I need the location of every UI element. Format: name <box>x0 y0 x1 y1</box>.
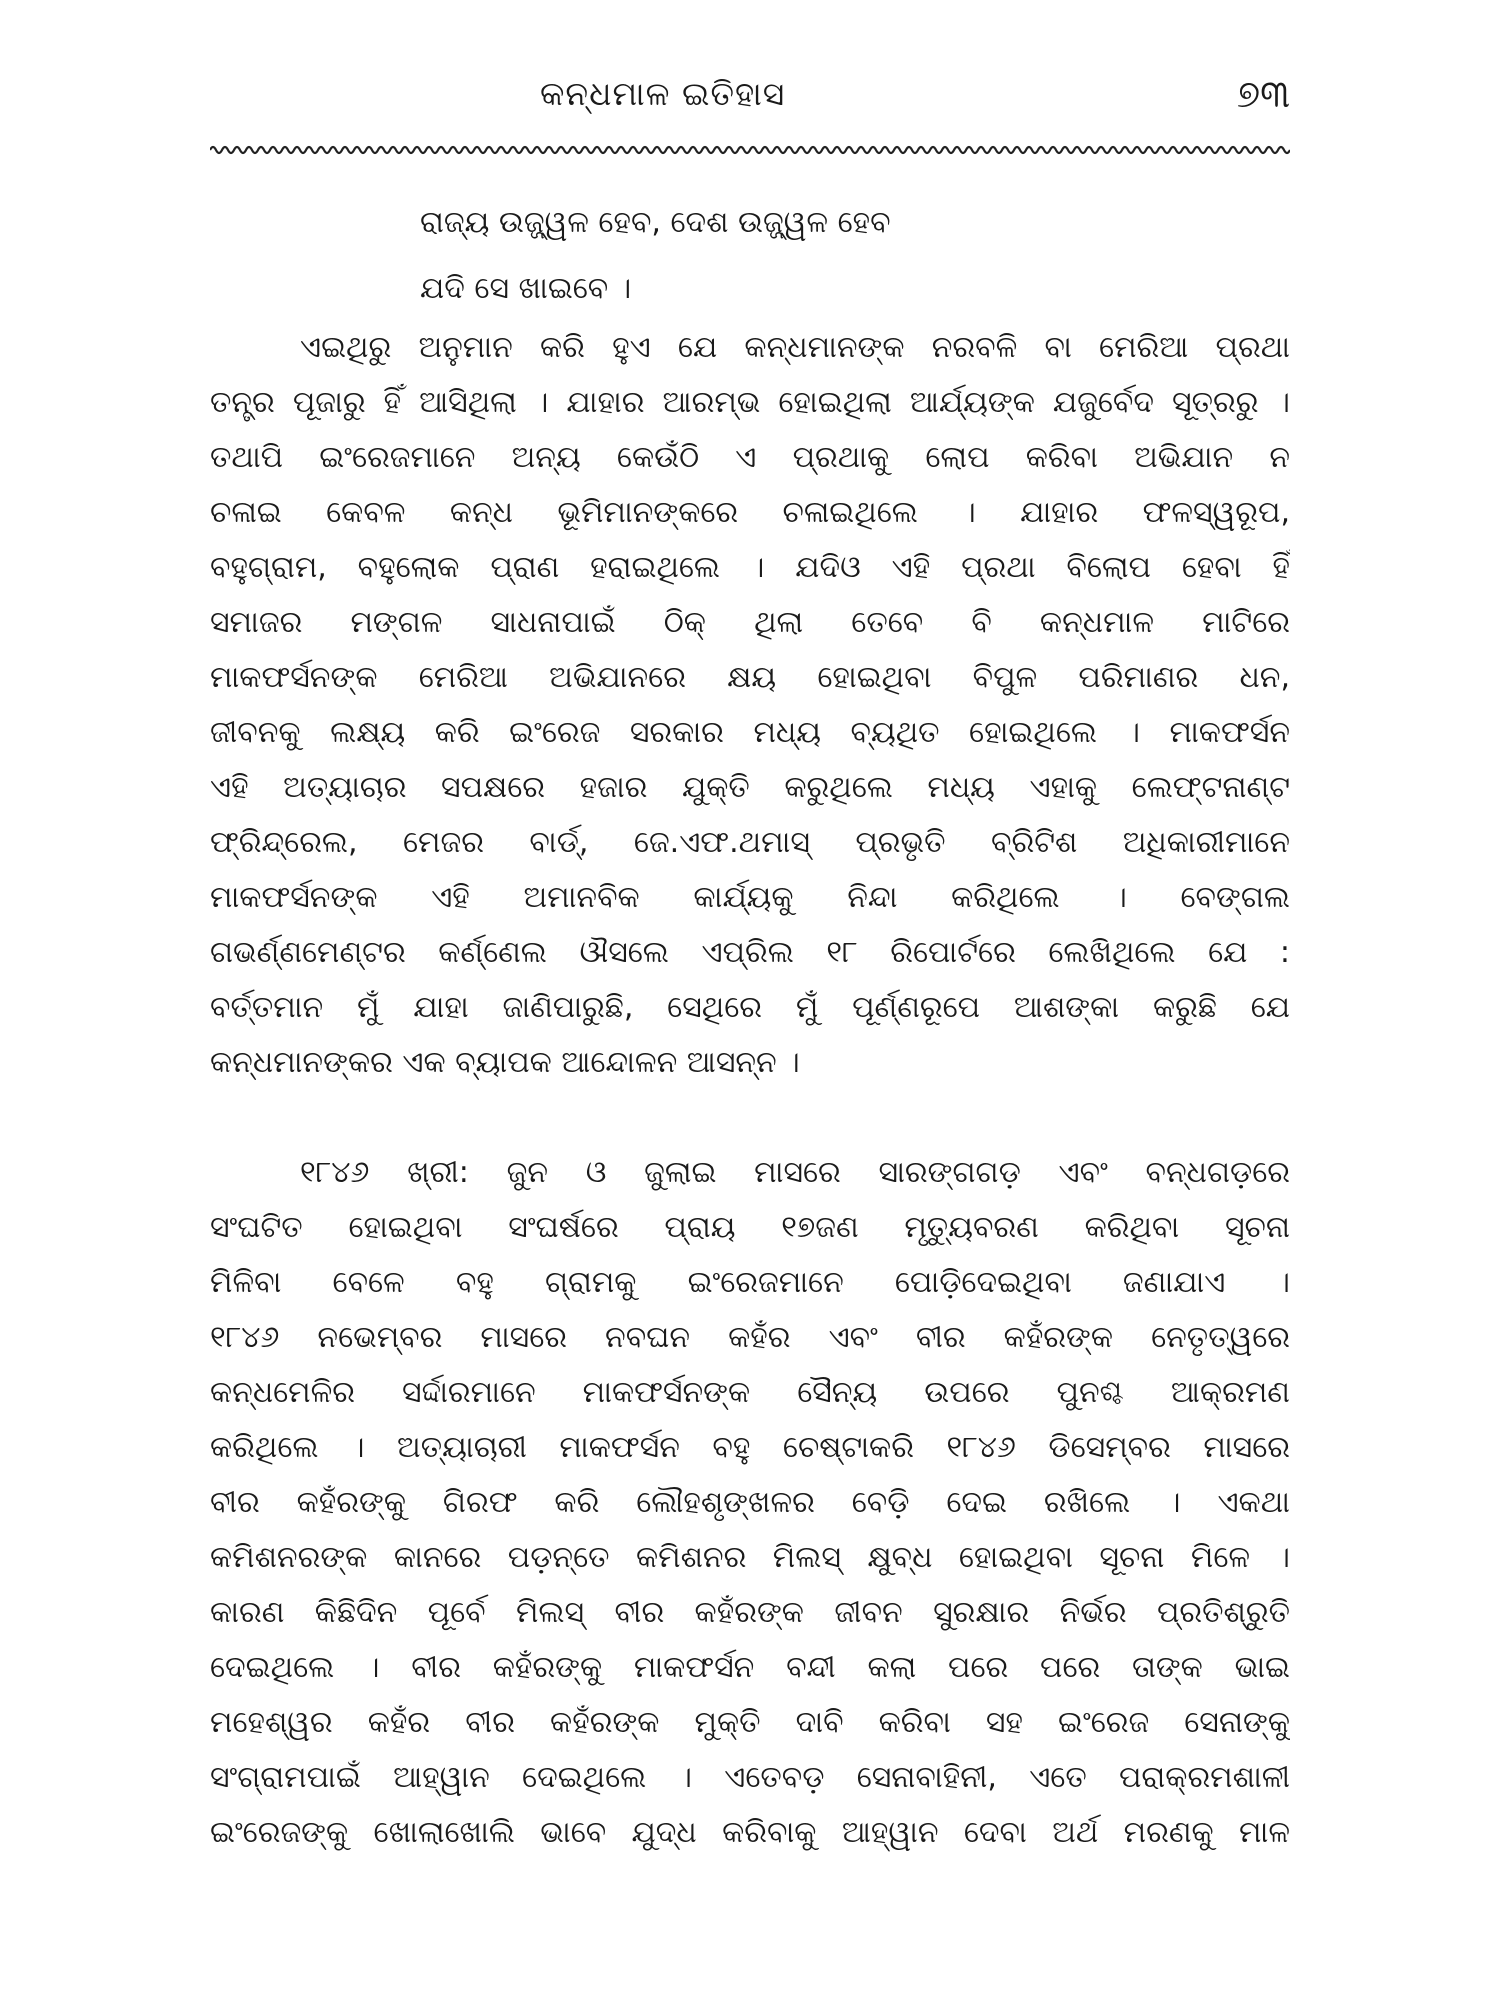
text-line: ଫ୍ରିନ୍ଦ୍ରେଲ, ମେଜର ବାର୍ଡ୍, ଜେ.ଏଫ.ଥମାସ୍ ପ୍ରଭୃତି ବ୍ରିଟିଶ ଅଧିକାରୀମାନେ <box>210 825 1290 860</box>
paragraph-1 <box>210 320 1290 1090</box>
text-line: ସଂଘଟିତ ହୋଇଥିବା ସଂଘର୍ଷରେ ପ୍ରାୟ ୧୭ଜଣ ମୃତ୍ୟୁବରଣ କରିଥିବା ସୂଚନା <box>210 1210 1290 1245</box>
page-header <box>210 70 1290 130</box>
text-line: ସଂଗ୍ରାମପାଇଁ ଆହ୍ୱାନ ଦେଇଥିଲେ । ଏତେବଡ଼ ସେନାବାହିନୀ, ଏତେ ପରାକ୍ରମଶାଳୀ <box>210 1760 1290 1795</box>
text-line: ଚଳାଇ କେବଳ କନ୍ଧ ଭୂମିମାନଙ୍କରେ ଚଳାଇଥିଲେ । ଯାହାର ଫଳସ୍ୱରୂପ, <box>210 495 1290 530</box>
text-line: ଏହି ଅତ୍ୟାଚାର ସପକ୍ଷରେ ହଜାର ଯୁକ୍ତି କରୁଥିଲେ ମଧ୍ୟ ଏହାକୁ ଲେଫ୍ଟନାଣ୍ଟ <box>210 770 1290 805</box>
text-line: କମିଶନରଙ୍କ କାନରେ ପଡ଼ନ୍ତେ କମିଶନର ମିଲସ୍ କ୍ଷୁବ୍ଧ ହୋଇଥିବା ସୂଚନା ମିଳେ । <box>210 1540 1290 1575</box>
text-line: ସମାଜର ମଙ୍ଗଳ ସାଧନାପାଇଁ ଠିକ୍ ଥିଲା ତେବେ ବି କନ୍ଧମାଳ ମାଟିରେ <box>210 605 1290 640</box>
paragraph-2 <box>210 1145 1290 1860</box>
text-line: କନ୍ଧମାନଙ୍କର ଏକ ବ୍ୟାପକ ଆନ୍ଦୋଳନ ଆସନ୍ନ । <box>210 1045 800 1080</box>
text-line: ତନ୍ତ୍ର ପୂଜାରୁ ହିଁ ଆସିଥିଲା । ଯାହାର ଆରମ୍ଭ ହୋଇଥିଲା ଆର୍ଯ୍ୟଙ୍କ ଯଜୁର୍ବେଦ ସୂତ୍ରରୁ । <box>210 385 1290 420</box>
text-line: ଦେଇଥିଲେ । ବୀର କହଁରଙ୍କୁ ମାକଫର୍ସନ ବନ୍ଦୀ କଲା ପରେ ପରେ ତାଙ୍କ ଭାଇ <box>210 1650 1290 1685</box>
wavy-rule-divider <box>210 142 1290 158</box>
running-title: କନ୍ଧମାଳ ଇତିହାସ <box>540 74 786 113</box>
verse-line: ଯଦି ସେ ଖାଇବେ । <box>420 271 632 306</box>
text-line: କାରଣ କିଛିଦିନ ପୂର୍ବେ ମିଲସ୍ ବୀର କହଁରଙ୍କ ଜୀବନ ସୁରକ୍ଷାର ନିର୍ଭର ପ୍ରତିଶ୍ରୁତି <box>210 1595 1290 1630</box>
text-line: ବହୁଗ୍ରାମ, ବହୁଲୋକ ପ୍ରାଣ ହରାଇଥିଲେ । ଯଦିଓ ଏହି ପ୍ରଥା ବିଲୋପ ହେବା ହିଁ <box>210 550 1290 585</box>
text-line: ତଥାପି ଇଂରେଜମାନେ ଅନ୍ୟ କେଉଁଠି ଏ ପ୍ରଥାକୁ ଲୋପ କରିବା ଅଭିଯାନ ନ <box>210 440 1290 475</box>
text-line: ଜୀବନକୁ ଲକ୍ଷ୍ୟ କରି ଇଂରେଜ ସରକାର ମଧ୍ୟ ବ୍ୟଥିତ ହୋଇଥିଲେ । ମାକଫର୍ସନ <box>210 715 1290 750</box>
verse-block <box>420 190 891 322</box>
text-line: କନ୍ଧମେଳିର ସର୍ଦ୍ଦାରମାନେ ମାକଫର୍ସନଙ୍କ ସୈନ୍ୟ ଉପରେ ପୁନଶ୍ଚ ଆକ୍ରମଣ <box>210 1375 1290 1410</box>
text-line: ୧୮୪୬ ନଭେମ୍ବର ମାସରେ ନବଘନ କହଁର ଏବଂ ବୀର କହଁରଙ୍କ ନେତୃତ୍ୱରେ <box>210 1320 1290 1355</box>
text-line: ଇଂରେଜଙ୍କୁ ଖୋଲାଖୋଲି ଭାବେ ଯୁଦ୍ଧ କରିବାକୁ ଆହ୍ୱାନ ଦେବା ଅର୍ଥ ମରଣକୁ ମାଳ <box>210 1815 1290 1850</box>
text-line: ମିଳିବା ବେଳେ ବହୁ ଗ୍ରାମକୁ ଇଂରେଜମାନେ ପୋଡ଼ିଦେଇଥିବା ଜଣାଯାଏ । <box>210 1265 1290 1300</box>
page-number: ୭୩ <box>1236 72 1290 116</box>
text-line: ବର୍ତ୍ତମାନ ମୁଁ ଯାହା ଜାଣିପାରୁଛି, ସେଥିରେ ମୁଁ ପୂର୍ଣ୍ଣରୂପେ ଆଶଙ୍କା କରୁଛି ଯେ <box>210 990 1290 1025</box>
text-line: ଏଇଥିରୁ ଅନୁମାନ କରି ହୁଏ ଯେ କନ୍ଧମାନଙ୍କ ନରବଳି ବା ମେରିଆ ପ୍ରଥା <box>300 330 1290 365</box>
text-line: ମହେଶ୍ୱର କହଁର ବୀର କହଁରଙ୍କ ମୁକ୍ତି ଦାବି କରିବା ସହ ଇଂରେଜ ସେନାଙ୍କୁ <box>210 1705 1290 1740</box>
verse-line: ରାଜ୍ୟ ଉଜ୍ଜ୍ୱଳ ହେବ, ଦେଶ ଉଜ୍ଜ୍ୱଳ ହେବ <box>420 205 891 240</box>
text-line: ବୀର କହଁରଙ୍କୁ ଗିରଫ କରି ଲୌହଶୃଙ୍ଖଳର ବେଡ଼ି ଦେଇ ରଖିଲେ । ଏକଥା <box>210 1485 1290 1520</box>
text-line: ଗଭର୍ଣ୍ଣମେଣ୍ଟର କର୍ଣ୍ଣେଲ ଔସଲେ ଏପ୍ରିଲ ୧୮ ରିପୋର୍ଟରେ ଲେଖିଥିଲେ ଯେ : <box>210 935 1290 970</box>
text-line: ମାକଫର୍ସନଙ୍କ ଏହି ଅମାନବିକ କାର୍ଯ୍ୟକୁ ନିନ୍ଦା କରିଥିଲେ । ବେଙ୍ଗଲ <box>210 880 1290 915</box>
text-line: ମାକଫର୍ସନଙ୍କ ମେରିଆ ଅଭିଯାନରେ କ୍ଷୟ ହୋଇଥିବା ବିପୁଳ ପରିମାଣର ଧନ, <box>210 660 1290 695</box>
text-line: ୧୮୪୬ ଖ୍ରୀ: ଜୁନ ଓ ଜୁଲାଇ ମାସରେ ସାରଙ୍ଗଗଡ଼ ଏବଂ ବନ୍ଧଗଡ଼ରେ <box>300 1155 1290 1190</box>
text-line: କରିଥିଲେ । ଅତ୍ୟାଚାରୀ ମାକଫର୍ସନ ବହୁ ଚେଷ୍ଟାକରି ୧୮୪୬ ଡିସେମ୍ବର ମାସରେ <box>210 1430 1290 1465</box>
